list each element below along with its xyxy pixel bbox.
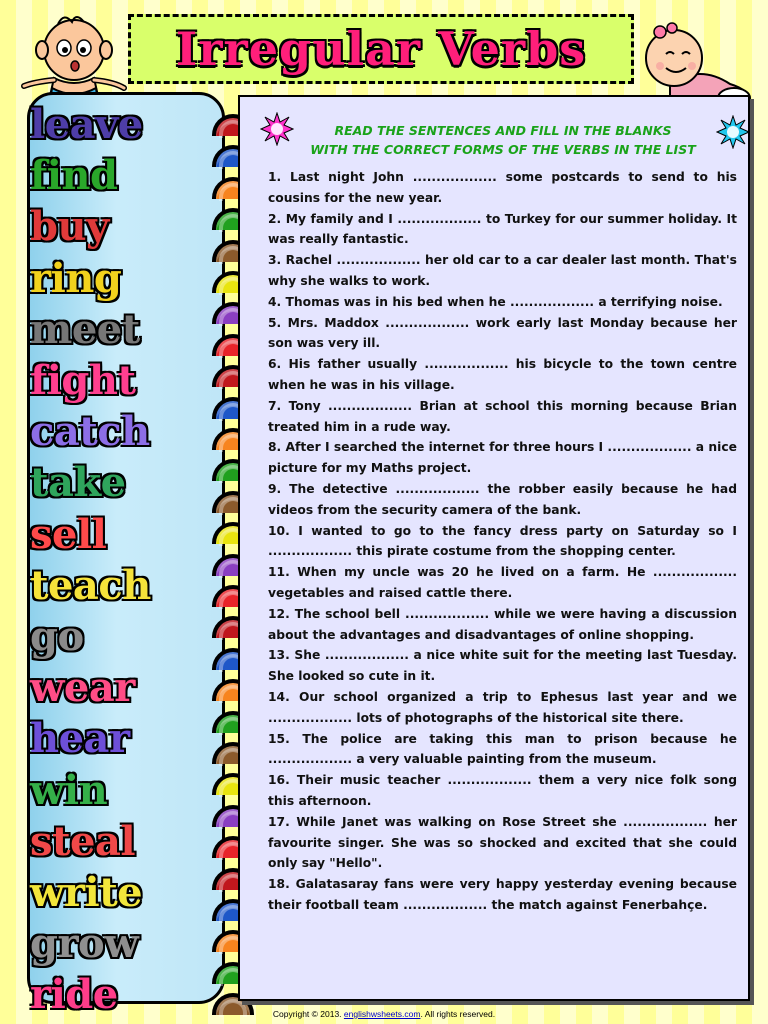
exercise-sentence: 15. The police are taking this man to prison because he .................. a very valuable painting from the museum. bbox=[268, 731, 737, 767]
exercise-sentence: 16. Their music teacher .................. them a very nice folk song this afternoon. bbox=[268, 773, 737, 808]
verb-item: go bbox=[30, 613, 84, 660]
exercise-panel bbox=[238, 95, 750, 1001]
exercise-sentence: 1. Last night John .................. some postcards to send to his cousins for the new year. bbox=[268, 170, 737, 205]
verb-item: meet bbox=[30, 305, 140, 353]
exercise-sentence: 13. She .................. a nice white suit for the meeting last Tuesday. She looked so cute in it. bbox=[268, 648, 737, 684]
title-banner bbox=[128, 14, 634, 84]
exercise-sentence: 2. My family and I .................. to Turkey for our summer holiday. It was really fantastic. bbox=[268, 211, 737, 247]
exercise-sentences bbox=[268, 167, 737, 916]
verb-item: steal bbox=[30, 817, 136, 865]
verb-item: sell bbox=[30, 510, 107, 558]
exercise-sentence: 9. The detective .................. the robber easily because he had videos from the security camera of the bank. bbox=[268, 481, 737, 517]
instructions bbox=[268, 121, 738, 159]
verb-item: win bbox=[30, 766, 108, 814]
verb-item: grow bbox=[30, 920, 139, 968]
verb-item: hear bbox=[30, 715, 130, 763]
verb-item: take bbox=[30, 459, 126, 507]
verb-item: wear bbox=[30, 664, 135, 712]
verb-item: ring bbox=[30, 254, 122, 302]
copyright-prefix: Copyright © 2013. bbox=[272, 1009, 344, 1019]
instruction-line: READ THE SENTENCES AND FILL IN THE BLANKS bbox=[334, 123, 672, 138]
verb-item: leave bbox=[30, 101, 143, 148]
exercise-sentence: 5. Mrs. Maddox .................. work early last Monday because her son was very ill. bbox=[268, 315, 737, 351]
exercise-sentence: 11. When my uncle was 20 he lived on a farm. He .................. vegetables and raised cattle there. bbox=[268, 565, 737, 600]
exercise-sentence: 6. His father usually .................. his bicycle to the town centre when he was in his village. bbox=[268, 357, 737, 392]
exercise-sentence: 8. After I searched the internet for three hours I .................. a nice picture for my Maths project. bbox=[268, 440, 737, 476]
exercise-sentence: 3. Rachel .................. her old car to a car dealer last month. That's why she walks to work. bbox=[268, 253, 737, 288]
copyright-footer bbox=[0, 1009, 768, 1019]
verb-item: teach bbox=[30, 561, 151, 609]
verb-item: find bbox=[30, 152, 118, 200]
copyright-suffix: . All rights reserved. bbox=[420, 1009, 496, 1019]
exercise-sentence: 12. The school bell .................. while we were having a discussion about the advantages and disadvantages of online shopping. bbox=[268, 606, 737, 642]
verb-item: buy bbox=[30, 203, 109, 251]
website-link[interactable]: englishwsheets.com bbox=[343, 1009, 421, 1019]
instruction-line: WITH THE CORRECT FORMS OF THE VERBS IN THE LIST bbox=[310, 142, 696, 157]
page-title: Irregular Verbs bbox=[175, 22, 587, 76]
exercise-sentence: 10. I wanted to go to the fancy dress party on Saturday so I .................. this pirate costume from the shopping center. bbox=[268, 523, 737, 559]
exercise-sentence: 4. Thomas was in his bed when he .................. a terrifying noise. bbox=[268, 294, 723, 309]
verb-item: catch bbox=[30, 408, 150, 456]
verb-item: write bbox=[30, 869, 143, 916]
exercise-sentence: 14. Our school organized a trip to Ephesus last year and we .................. lots of photographs of the historical site there. bbox=[268, 689, 737, 725]
verb-item: ride bbox=[30, 971, 118, 1019]
exercise-sentence: 7. Tony .................. Brian at school this morning because Brian treated him in a rude way. bbox=[268, 398, 737, 434]
exercise-sentence: 17. While Janet was walking on Rose Street she .................. her favourite singer. She was so shocked and excited that she could only say "Hello". bbox=[268, 814, 737, 871]
exercise-sentence: 18. Galatasaray fans were very happy yesterday evening because their football team .................. the match against Fenerbahçe. bbox=[268, 877, 737, 912]
verb-item: fight bbox=[30, 357, 136, 404]
